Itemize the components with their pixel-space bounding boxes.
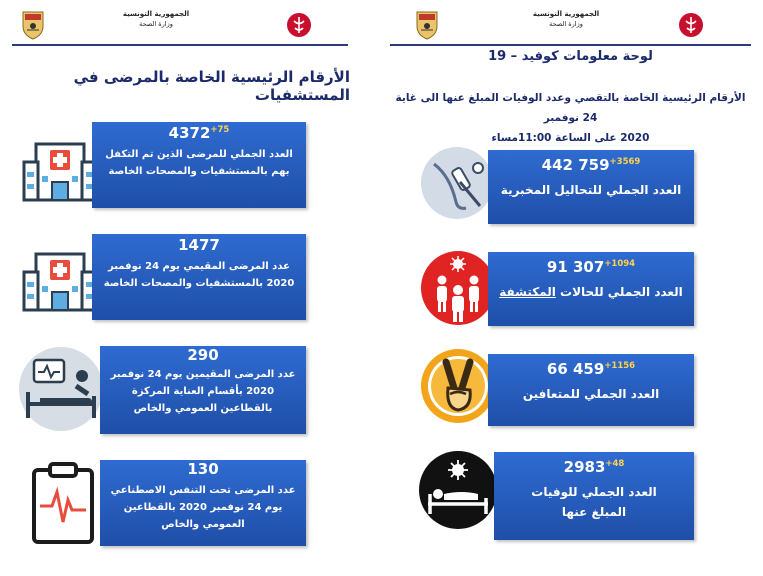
hospital-icon (22, 130, 98, 206)
stat-value: $4372^{+75}$ (168, 124, 230, 142)
icu-bed-icon (18, 346, 104, 432)
republic-name: الجمهورية التونسية (122, 10, 190, 18)
right-header (378, 6, 763, 46)
stat-card-current-hospitalized (92, 234, 306, 320)
patient-bed-virus-icon (418, 450, 498, 530)
stat-value: 290 (187, 346, 219, 364)
swab-test-icon (420, 146, 494, 220)
stat-label: عدد المرضى المقيمي يوم 24 نوفمبر 2020 بالمستشفيات والمصحات الخاصة (103, 261, 295, 289)
stat-value: 66 $459^{+1156}$ (546, 360, 636, 378)
ministry-logo-icon (286, 12, 312, 38)
hospital-icon (22, 240, 98, 316)
right-page (378, 0, 763, 576)
government-heading (506, 10, 626, 28)
ministry-name: وزارة الصحة (139, 20, 173, 28)
stat-value: 1477 (178, 236, 220, 254)
stat-label: عدد المرضى المقيمين يوم 24 نوفمبر 2020 بأقسام العناية المركزة بالقطاعين العمومي والخاص (110, 369, 296, 414)
stat-card-recovered (488, 354, 694, 426)
stat-label: العدد الجملي للوفيات المبلغ عنها (531, 485, 657, 519)
stat-label: العدد الجملي للمتعافين (522, 387, 660, 401)
stat-label: العدد الجملي للمرضى الذين تم التكفل بهم بالمستشفيات والمصحات الخاصة (105, 149, 293, 177)
stat-label: عدد المرضى تحت التنفس الاصطناعي يوم 24 نوفمبر 2020 بالقطاعين العمومي والخاص (110, 485, 296, 530)
stat-card-deaths (494, 452, 694, 540)
left-page-title: الأرقام الرئيسية الخاصة بالمرضى في المستشفيات (73, 68, 350, 104)
stat-value: $2983^{+48}$ (563, 458, 625, 476)
stat-card-icu (100, 346, 306, 434)
clipboard-ecg-icon (30, 462, 96, 544)
stat-card-detected-cases (488, 252, 694, 326)
ministry-name: وزارة الصحة (549, 20, 583, 28)
victory-hand-icon (420, 348, 496, 424)
tunisia-emblem-icon (412, 8, 442, 40)
stat-value: 91 $307^{+1094}$ (546, 258, 636, 276)
dashboard-subtitle: الأرقام الرئيسية الخاصة بالتقصي وعدد الوفيات المبلغ عنها الى غاية 24 نوفمبر 2020 على الساعة 11:00مساء (395, 92, 746, 144)
stat-value: 130 (187, 460, 219, 478)
stat-value: 442 $759^{+3569}$ (541, 156, 641, 174)
header-divider (390, 44, 751, 46)
left-page (0, 0, 360, 576)
stat-card-total-hospitalized (92, 122, 306, 208)
stat-card-ventilation (100, 460, 306, 546)
ministry-logo-icon (678, 12, 704, 38)
left-header (0, 6, 360, 46)
tunisia-emblem-icon (18, 8, 48, 40)
people-virus-icon (420, 250, 496, 326)
stat-label: العدد الجملي للحالات المكتشفة (499, 285, 683, 299)
dashboard-title: لوحة معلومات كوفيد – 19 (488, 49, 653, 64)
stat-label: العدد الجملي للتحاليل المخبرية (500, 183, 682, 197)
government-heading (96, 10, 216, 28)
header-divider (12, 44, 348, 46)
republic-name: الجمهورية التونسية (532, 10, 600, 18)
stat-card-lab-tests (488, 150, 694, 224)
